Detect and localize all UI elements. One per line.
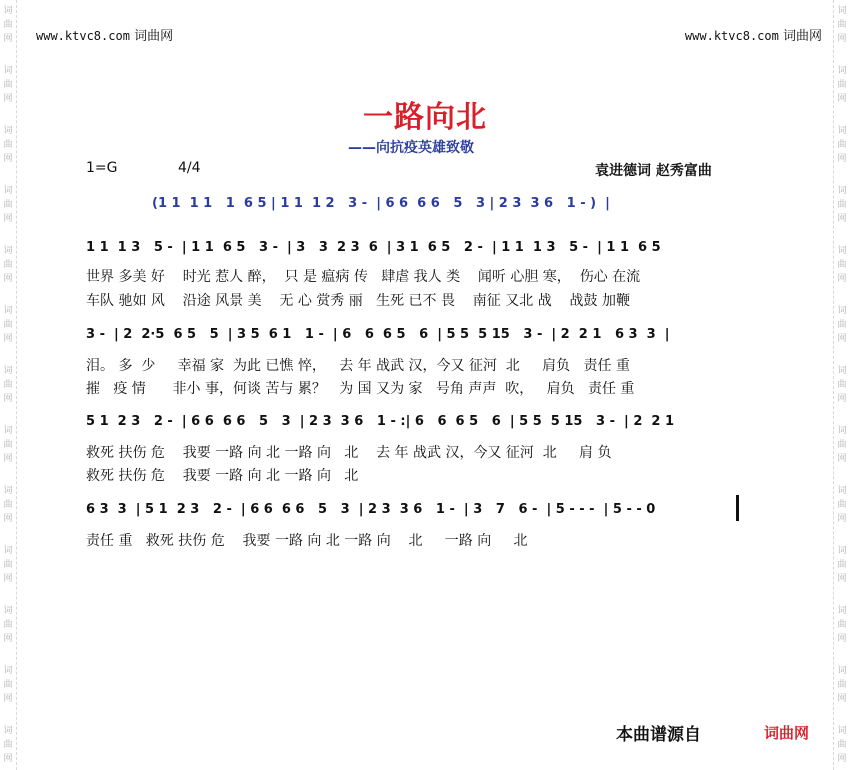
watermark-text: 词 曲 网	[837, 366, 847, 404]
watermark-text: 词 曲 网	[837, 726, 847, 764]
watermark-text: 词 曲 网	[837, 666, 847, 704]
watermark-text: 词 曲 网	[3, 366, 13, 404]
watermark-text: 词 曲 网	[3, 126, 13, 164]
watermark-text: 词 曲 网	[837, 186, 847, 224]
watermark-text: 词 曲 网	[837, 126, 847, 164]
footer-source-label: 本曲谱源自	[616, 725, 701, 745]
header-site-right[interactable]	[685, 25, 822, 44]
footer-site-link[interactable]: 词曲网	[764, 724, 810, 742]
lyric-line: 车队 驰如 风 沿途 风景 美 无 心 赏秀 丽 生死 已不 畏 南征 又北 战 战鼓 加鞭	[86, 293, 630, 309]
watermark-text: 词 曲 网	[3, 66, 13, 104]
watermark-text: 词 曲 网	[837, 306, 847, 344]
watermark-text: 词 曲 网	[3, 306, 13, 344]
song-credits: 袁进德词 赵秀富曲	[595, 163, 712, 179]
site-name[interactable]: 词曲网	[782, 29, 822, 44]
watermark-text: 词 曲 网	[837, 486, 847, 524]
watermark-text: 词 曲 网	[3, 726, 13, 764]
watermark-text: 词 曲 网	[3, 486, 13, 524]
final-barline	[736, 495, 739, 521]
watermark-text: 词 曲 网	[3, 426, 13, 464]
header-site-left[interactable]	[36, 25, 173, 44]
prelude-notation: (1 1 1 1 1 6 5 | 1 1 1 2 3 - | 6 6 6 6 5 3 | 2 3 3 6 1 - ) |	[152, 196, 610, 211]
watermark-text: 词 曲 网	[837, 66, 847, 104]
watermark-text: 词 曲 网	[837, 606, 847, 644]
key-signature: 1=G	[86, 160, 118, 176]
song-title: 一路向北	[363, 100, 487, 135]
watermark-text: 词 曲 网	[837, 546, 847, 584]
song-subtitle: ——向抗疫英雄致敬	[348, 140, 474, 156]
watermark-text: 词 曲 网	[3, 246, 13, 284]
notation-row-2: 3 - | 2 2·5 6 5 5 | 3 5 6 1 1 - | 6 6 6 5 6 | 5 5 5 15 3 - | 2 2 1 6 3 3 |	[86, 327, 670, 342]
time-signature: 4/4	[178, 160, 201, 176]
watermark-text: 词 曲 网	[3, 6, 13, 44]
watermark-text: 词 曲 网	[3, 186, 13, 224]
lyric-line: 摧 疫 情 非小 事，何谈 苦与 累？ 为 国 又为 家 号角 声声 吹， 肩负 责任 重	[86, 381, 635, 397]
site-url[interactable]: www.ktvc8.com	[684, 29, 779, 43]
lyric-line: 泪。 多 少 幸福 家 为此 已憔 悴， 去 年 战武 汉，今又 征河 北 肩负 责任 重	[86, 358, 630, 374]
watermark-text: 词 曲 网	[3, 666, 13, 704]
notation-row-1: 1 1 1 3 5 - | 1 1 6 5 3 - | 3 3 2 3 6 | 3 1 6 5 2 - | 1 1 1 3 5 - | 1 1 6 5	[86, 240, 661, 255]
watermark-text: 词 曲 网	[837, 6, 847, 44]
watermark-text: 词 曲 网	[3, 606, 13, 644]
watermark-text: 词 曲 网	[837, 426, 847, 464]
site-url[interactable]: www.ktvc8.com	[36, 29, 130, 43]
lyric-line: 救死 扶伤 危 我要 一路 向 北 一路 向 北	[86, 468, 359, 484]
site-name[interactable]: 词曲网	[134, 29, 174, 44]
notation-row-3: 5 1 2 3 2 - | 6 6 6 6 5 3 | 2 3 3 6 1 - :| 6 6 6 5 6 | 5 5 5 15 3 - | 2 2 1	[86, 414, 675, 429]
lyric-line: 世界 多美 好 时光 惹人 醉， 只 是 瘟病 传 肆虐 我人 类 闻听 心胆 寒， 伤心 在流	[86, 269, 641, 285]
lyric-line: 救死 扶伤 危 我要 一路 向 北 一路 向 北 去 年 战武 汉，今又 征河 北 肩 负	[86, 445, 612, 461]
watermark-text: 词 曲 网	[3, 546, 13, 584]
watermark-text: 词 曲 网	[837, 246, 847, 284]
notation-row-4: 6 3 3 | 5 1 2 3 2 - | 6 6 6 6 5 3 | 2 3 3 6 1 - | 3 7 6 - | 5 - - - | 5 - - 0	[86, 502, 656, 517]
lyric-line: 责任 重 救死 扶伤 危 我要 一路 向 北 一路 向 北 一路 向 北	[86, 533, 528, 549]
